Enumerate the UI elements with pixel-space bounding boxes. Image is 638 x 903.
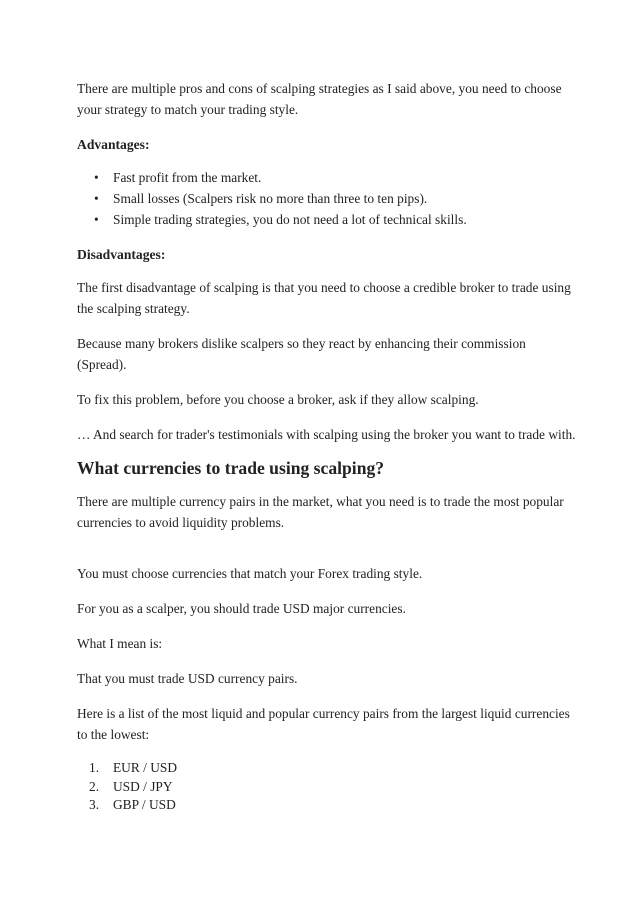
list-item xyxy=(89,778,578,797)
list-item xyxy=(89,796,578,815)
list-number: 3. xyxy=(89,797,100,812)
list-item: • Small losses (Scalpers risk no more than three to ten pips). xyxy=(113,188,578,209)
disadvantages-paragraph: To fix this problem, before you choose a broker, ask if they allow scalping. xyxy=(77,392,479,407)
intro-paragraph: There are multiple pros and cons of scalping strategies as I said above, you need to choose your strategy to match your trading style. xyxy=(77,81,562,117)
currency-pairs-list xyxy=(77,759,578,815)
currency-pair: EUR / USD xyxy=(113,760,177,775)
list-number: 1. xyxy=(89,760,100,775)
currencies-paragraph: There are multiple currency pairs in the market, what you need is to trade the most popular currencies to avoid liquidity problems. xyxy=(77,494,564,530)
list-item: • Fast profit from the market. xyxy=(113,167,578,188)
currencies-paragraph: For you as a scalper, you should trade USD major currencies. xyxy=(77,601,406,616)
list-item xyxy=(89,759,578,778)
disadvantages-paragraph: The first disadvantage of scalping is that you need to choose a credible broker to trade using the scalping strategy. xyxy=(77,280,571,316)
currencies-paragraph: What I mean is: xyxy=(77,636,163,651)
section-heading: What currencies to trade using scalping? xyxy=(77,458,385,478)
currencies-paragraph: You must choose currencies that match your Forex trading style. xyxy=(77,566,423,581)
currencies-paragraph: Here is a list of the most liquid and popular currency pairs from the largest liquid currencies to the lowest: xyxy=(77,706,570,742)
advantages-list xyxy=(77,167,578,230)
list-item: • Simple trading strategies, you do not need a lot of technical skills. xyxy=(113,209,578,230)
disadvantages-paragraph: Because many brokers dislike scalpers so they react by enhancing their commission (Spread). xyxy=(77,336,526,372)
disadvantages-paragraph: … And search for trader's testimonials with scalping using the broker you want to trade with. xyxy=(77,427,576,442)
currencies-paragraph: That you must trade USD currency pairs. xyxy=(77,671,298,686)
currency-pair: USD / JPY xyxy=(113,778,173,794)
advantages-heading: Advantages: xyxy=(77,137,150,152)
list-number: 2. xyxy=(89,778,100,794)
disadvantages-heading: Disadvantages: xyxy=(77,247,166,262)
currency-pair: GBP / USD xyxy=(113,797,176,812)
